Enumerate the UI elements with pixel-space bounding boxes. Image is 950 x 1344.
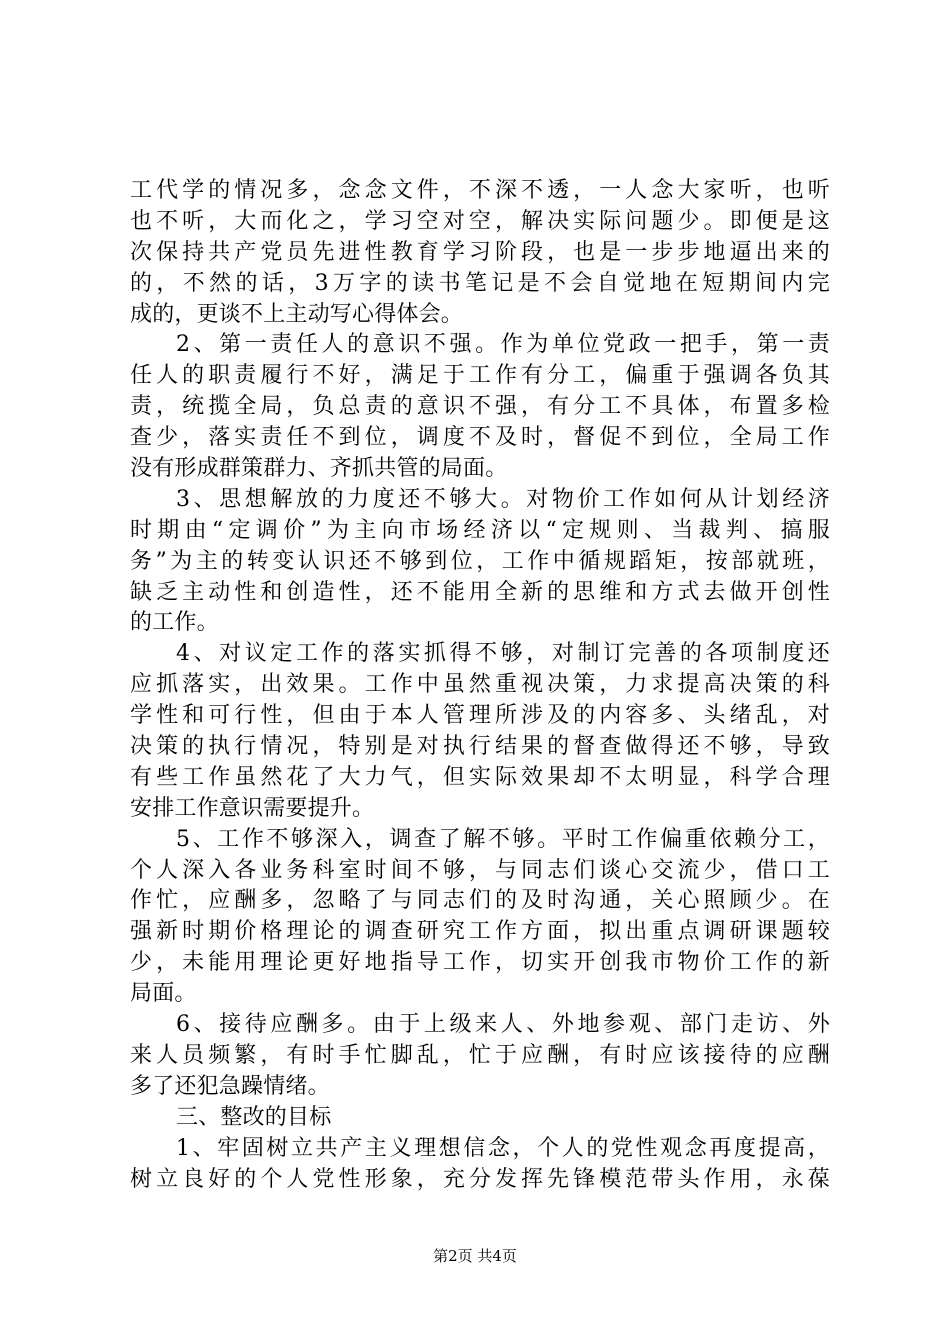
text-line: 决策的执行情况，特别是对执行结果的督查做得还不够，导致 [130,734,830,760]
paragraph [130,176,830,330]
text-line: 的，不然的话，3万字的读书笔记是不会自觉地在短期间内完 [130,270,830,296]
text-line: 6、接待应酬多。由于上级来人、外地参观、部门走访、外 [176,1012,830,1038]
text-line: 多了还犯急躁情绪。 [130,1073,330,1099]
text-line: 工代学的情况多，念念文件，不深不透，一人念大家听，也听 [130,178,830,203]
text-line: 强新时期价格理论的调查研究工作方面，拟出重点调研课题较 [130,919,830,945]
paragraph [130,1134,830,1196]
text-line: 安排工作意识需要提升。 [130,795,375,821]
text-line: 局面。 [130,981,197,1007]
paragraph [130,639,830,824]
text-line: 成的，更谈不上主动写心得体会。 [130,301,464,327]
paragraph [130,1010,830,1103]
text-line: 没有形成群策群力、齐抓共管的局面。 [130,456,508,482]
text-line: 来人员频繁，有时手忙脚乱，忙于应酬，有时应该接待的应酬 [130,1042,830,1068]
paragraph [130,1103,830,1134]
text-line: 任人的职责履行不好，满足于工作有分工，偏重于强调各负其 [130,363,830,389]
text-line: 务”为主的转变认识还不够到位，工作中循规蹈矩，按部就班， [130,548,830,574]
text-line: 查少，落实责任不到位，调度不及时，督促不到位，全局工作 [130,425,830,451]
document-body [130,176,830,1195]
text-line: 缺乏主动性和创造性，还不能用全新的思维和方式去做开创性 [130,579,830,605]
paragraph [130,825,830,1010]
text-line: 3、思想解放的力度还不够大。对物价工作如何从计划经济 [176,486,830,512]
text-line: 4、对议定工作的落实抓得不够，对制订完善的各项制度还 [176,641,830,667]
page-footer: 第2页 共4页 [433,1247,517,1265]
text-line: 的工作。 [130,610,219,636]
text-line: 应抓落实，出效果。工作中虽然重视决策，力求提高决策的科 [130,672,830,698]
text-line: 也不听，大而化之，学习空对空，解决实际问题少。即便是这 [130,208,830,234]
text-line: 作忙，应酬多，忽略了与同志们的及时沟通，关心照顾少。在 [130,888,830,914]
text-line: 个人深入各业务科室时间不够，与同志们谈心交流少，借口工 [130,857,830,883]
text-line: 少，未能用理论更好地指导工作，切实开创我市物价工作的新 [130,950,830,976]
text-line: 时期由“定调价”为主向市场经济以“定规则、当裁判、搞服 [130,517,830,543]
text-line: 学性和可行性，但由于本人管理所涉及的内容多、头绪乱，对 [130,703,830,729]
text-line: 树立良好的个人党性形象，充分发挥先锋模范带头作用，永葆 [130,1166,830,1192]
text-line: 2、第一责任人的意识不强。作为单位党政一把手，第一责 [176,332,830,358]
text-line: 5、工作不够深入，调查了解不够。平时工作偏重依赖分工， [176,826,830,852]
text-line: 有些工作虽然花了大力气，但实际效果却不太明显，科学合理 [130,764,830,790]
text-line: 责，统揽全局，负总责的意识不强，有分工不具体，布置多检 [130,394,830,420]
text-line: 三、整改的目标 [176,1104,332,1130]
paragraph [130,330,830,484]
text-line: 1、牢固树立共产主义理想信念，个人的党性观念再度提高， [176,1135,830,1161]
text-line: 次保持共产党员先进性教育学习阶段，也是一步步地逼出来的 [130,239,830,265]
paragraph [130,485,830,639]
